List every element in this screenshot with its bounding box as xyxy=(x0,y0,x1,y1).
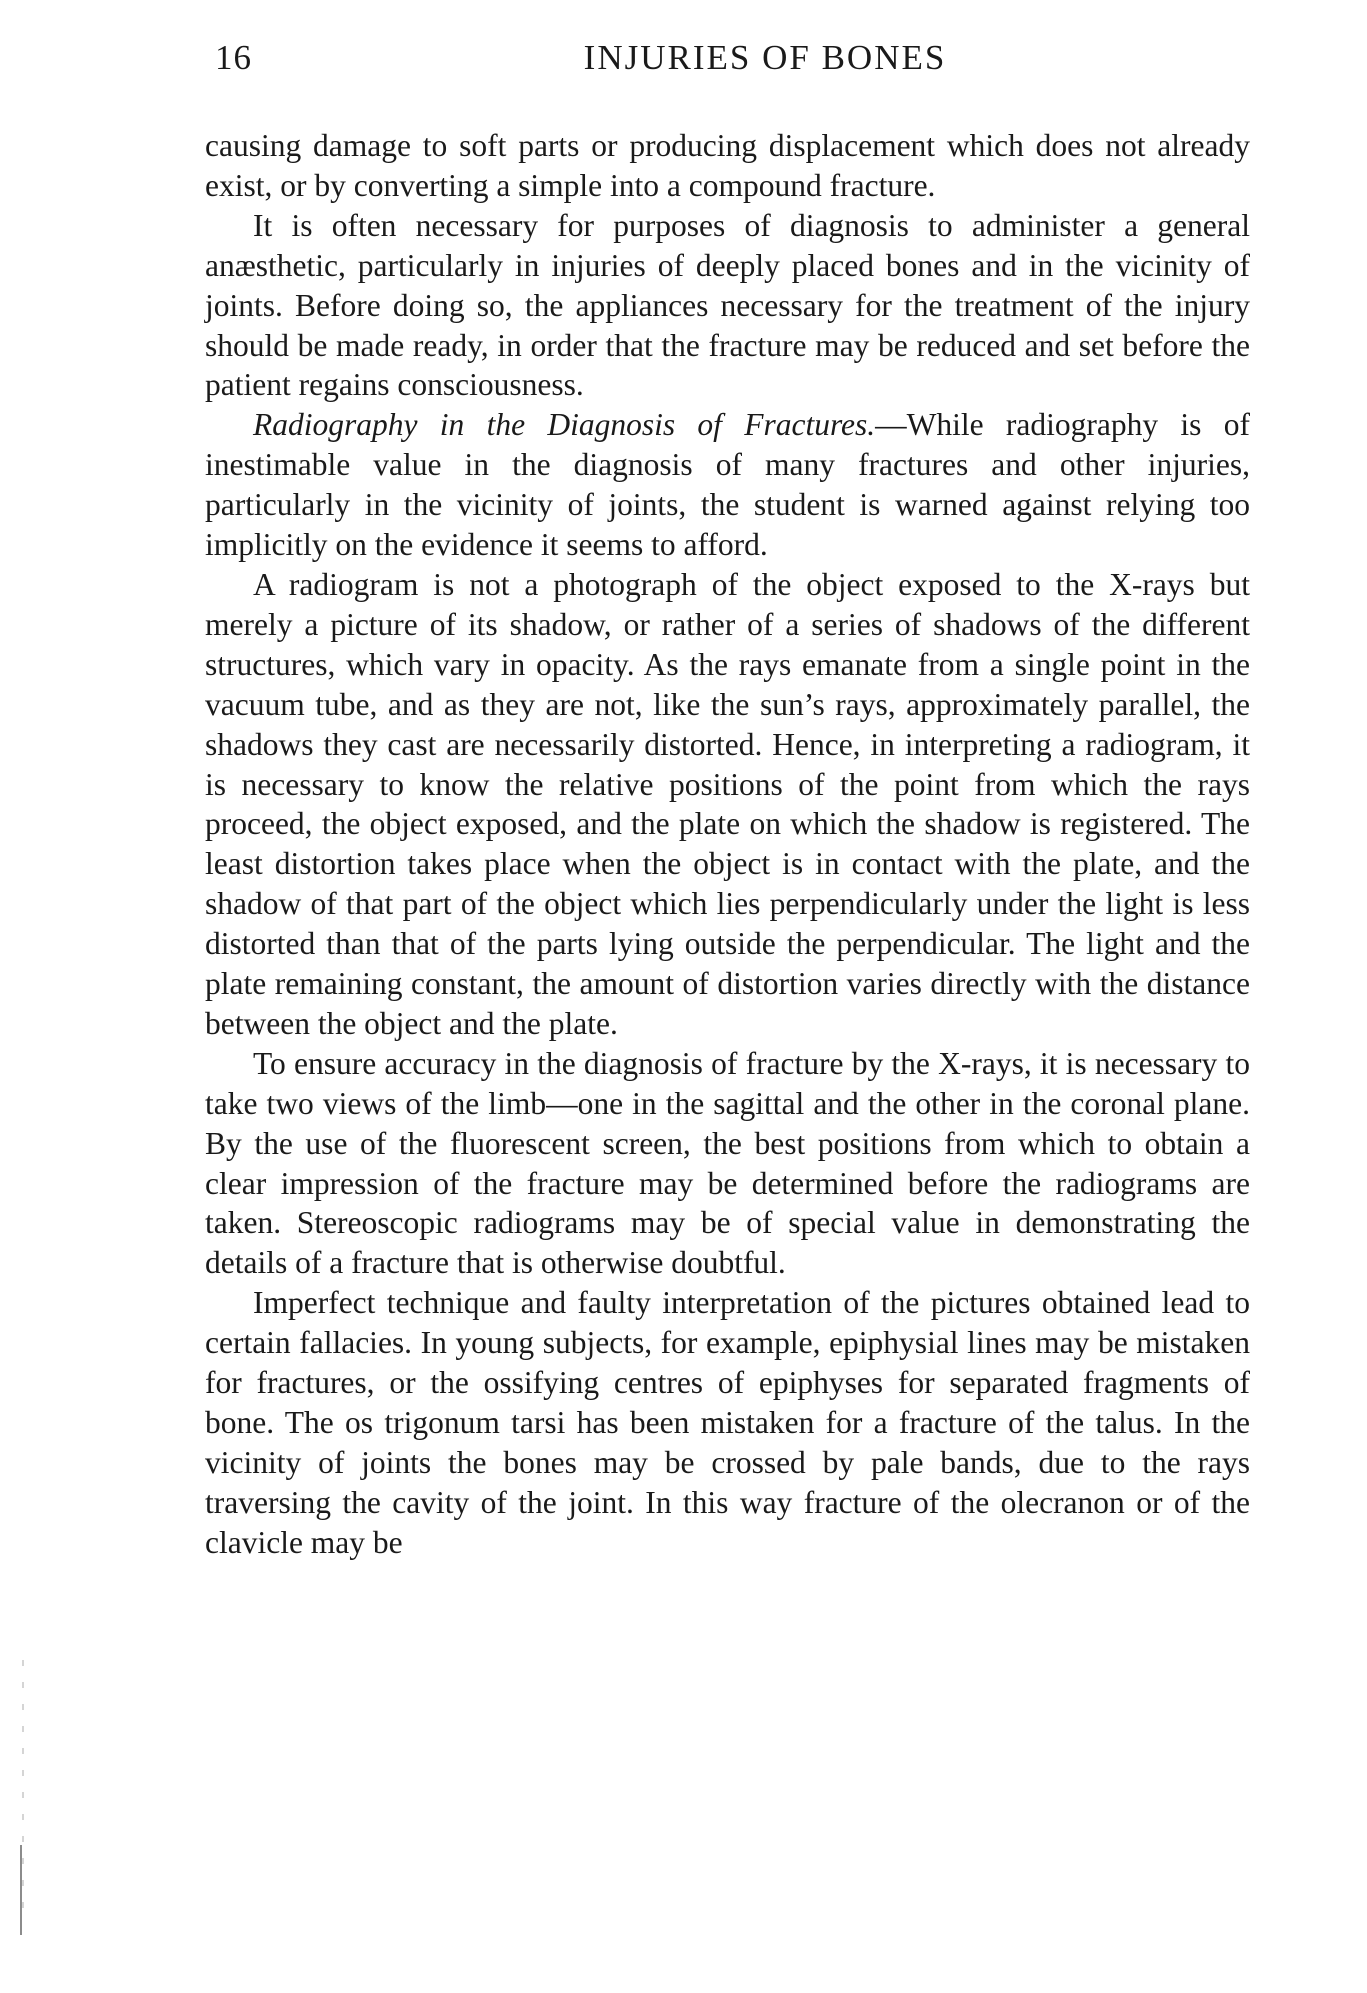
paragraph-continued: causing damage to soft parts or producing displacement which does not already exist, or by converting a simple into a compound fracture. xyxy=(205,128,1250,203)
margin-scan-line xyxy=(20,1845,22,1935)
paragraph-accuracy: To ensure accuracy in the diagnosis of fracture by the X-rays, it is necessary to take two views of the limb—one in the sagittal and the other in the coronal plane. By the use of the fluorescent screen, the best positions from which to obtain a clear impression of the fracture may be determined before the radiograms are taken. Stereoscopic radiograms may be of special value in demonstrating the details of a fracture that is otherwise doubtful. xyxy=(205,1045,1250,1281)
paragraph-radiogram: A radiogram is not a photograph of the object exposed to the X-rays but merely a picture of its shadow, or rather of a series of shadows of the different structures, which vary in opacity. As the rays emanate from a single point in the vacuum tube, and as they are not, like the sun’s rays, approximately parallel, the shadows they cast are necessarily distorted. Hence, in interpreting a radiogram, it is necessary to know the relative positions of the point from which the rays proceed, the object exposed, and the plate on which the shadow is registered. The least distortion takes place when the object is in contact with the plate, and the shadow of that part of the object which lies perpendicularly under the light is less distorted than that of the parts lying outside the perpendicular. The light and the plate remaining constant, the amount of distortion varies directly with the distance between the object and the plate. xyxy=(205,566,1250,1041)
section-heading-text: —While radiography is of inestimable value in the diagnosis of many fractures and other injuries, particularly in the vicinity of joints, the student is warned against relying too implicitly on the evidence it seems to afford. xyxy=(205,407,1250,563)
body-text xyxy=(205,126,1250,1563)
page-number: 16 xyxy=(215,38,252,77)
margin-scan-marks xyxy=(22,1660,24,1920)
paragraph-radiography-heading xyxy=(205,405,1250,565)
section-heading-italic: Radiography in the Diagnosis of Fractures. xyxy=(253,407,876,443)
running-head xyxy=(215,38,1240,88)
running-title: INJURIES OF BONES xyxy=(583,38,947,77)
paragraph-fallacies: Imperfect technique and faulty interpretation of the pictures obtained lead to certain fallacies. In young subjects, for example, epiphysial lines may be mistaken for fractures, or the ossifying centres of epiphyses for separated fragments of bone. The os trigonum tarsi has been mistaken for a fracture of the talus. In the vicinity of joints the bones may be crossed by pale bands, due to the rays traversing the cavity of the joint. In this way fracture of the olecranon or of the clavicle may be xyxy=(205,1285,1250,1560)
paragraph-anaesthetic: It is often necessary for purposes of diagnosis to administer a general anæsthetic, particularly in injuries of deeply placed bones and in the vicinity of joints. Before doing so, the appliances necessary for the treatment of the injury should be made ready, in order that the fracture may be reduced and set before the patient regains consciousness. xyxy=(205,207,1250,403)
